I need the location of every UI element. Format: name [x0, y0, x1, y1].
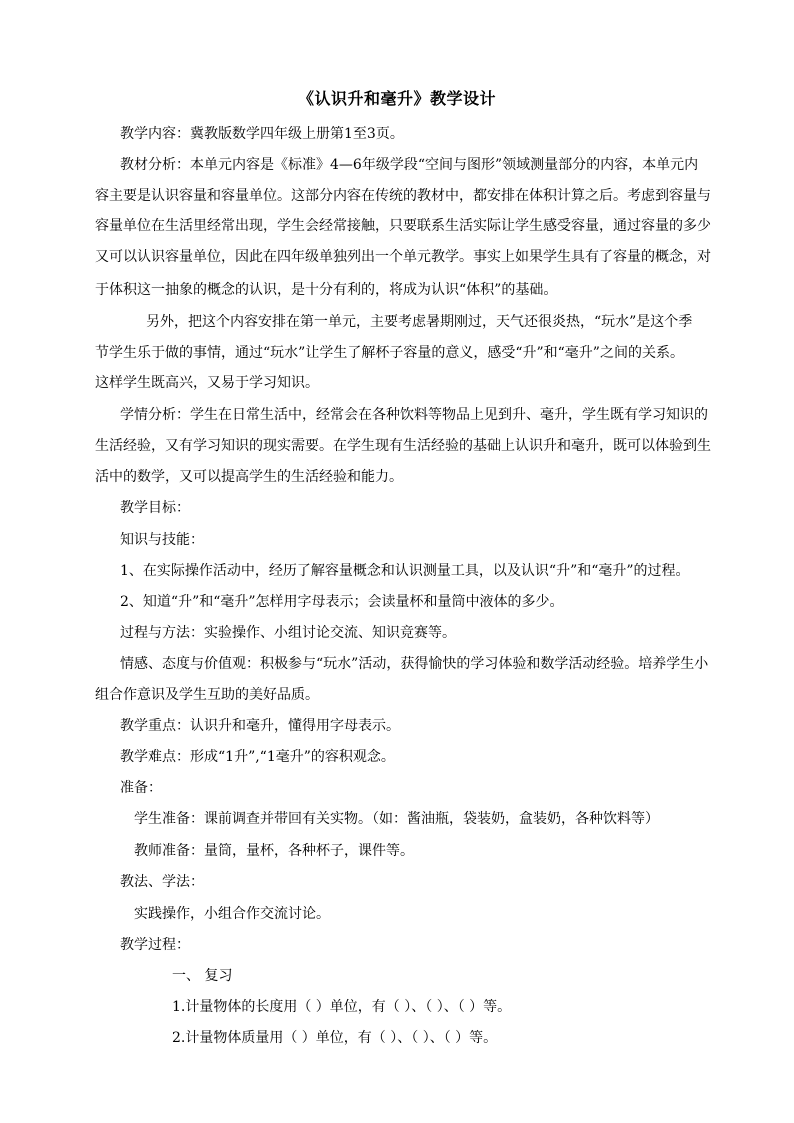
material-analysis-line-2: 容主要是认识容量和容量单位。这部分内容在传统的教材中，都安排在体积计算之后。考虑到容量与	[95, 188, 711, 204]
review-question-2: 2.计量物体质量用（ ）单位，有（ ）、（ ）、（ ）等。	[172, 1030, 498, 1046]
teaching-methods-heading: 教法、学法：	[120, 874, 204, 890]
process-methods-line: 过程与方法：实验操作、小组讨论交流、知识竞赛等。	[120, 625, 456, 641]
review-heading: 一、 复习	[172, 968, 233, 984]
review-question-1: 1.计量物体的长度用（ ）单位，有（ ）、（ ）、（ ）等。	[172, 999, 512, 1015]
document-title: 《认识升和毫升》教学设计	[297, 89, 496, 108]
teaching-methods-line: 实践操作，小组合作交流讨论。	[134, 906, 330, 922]
emotion-values-line-2: 组合作意识及学生互助的美好品质。	[95, 687, 319, 703]
learner-analysis-line-2: 生活经验，又有学习知识的现实需要。在学生现有生活经验的基础上认识升和毫升，既可以体验到生	[95, 438, 711, 454]
preparation-heading: 准备：	[120, 780, 162, 796]
additional-note-line-1: 另外，把这个内容安排在第一单元，主要考虑暑期刚过，天气还很炎热，“玩水”是这个季	[146, 314, 693, 330]
knowledge-skills-heading: 知识与技能：	[120, 532, 204, 548]
learner-analysis-line-3: 活中的数学，又可以提高学生的生活经验和能力。	[95, 469, 403, 485]
learner-analysis-line-1: 学情分析：学生在日常生活中，经常会在各种饮料等物品上见到升、毫升，学生既有学习知识的	[120, 407, 708, 423]
teaching-focus-line: 教学重点：认识升和毫升，懂得用字母表示。	[120, 718, 400, 734]
material-analysis-line-4: 又可以认识容量单位，因此在四年级单独列出一个单元教学。事实上如果学生具有了容量的概念，对	[95, 249, 711, 265]
teaching-content-line: 教学内容：冀教版数学四年级上册第1至3页。	[120, 126, 404, 142]
material-analysis-line-5: 于体积这一抽象的概念的认识，是十分有利的，将成为认识“体积”的基础。	[95, 282, 558, 298]
goal-item-1: 1、在实际操作活动中，经历了解容量概念和认识测量工具，以及认识“升”和“毫升”的过程。	[120, 563, 690, 579]
teacher-preparation-line: 教师准备：量筒，量杯，各种杯子，课件等。	[134, 843, 414, 859]
teaching-goals-heading: 教学目标：	[120, 500, 190, 516]
emotion-values-line-1: 情感、态度与价值观：积极参与“玩水”活动，获得愉快的学习体验和数学活动经验。培养学生小	[120, 656, 709, 672]
material-analysis-line-3: 容量单位在生活里经常出现，学生会经常接触，只要联系生活实际让学生感受容量，通过容量的多少	[95, 218, 711, 234]
student-preparation-line: 学生准备：课前调查并带回有关实物。（如：酱油瓶，袋装奶，盒装奶，各种饮料等）	[134, 811, 659, 827]
goal-item-2: 2、知道“升”和“毫升”怎样用字母表示；会读量杯和量筒中液体的多少。	[120, 594, 564, 610]
additional-note-line-2: 节学生乐于做的事情，通过“玩水”让学生了解杯子容量的意义，感受“升”和“毫升”之间的关系。	[95, 345, 684, 361]
teaching-difficulty-line: 教学难点：形成“1升”,“1毫升”的容积观念。	[120, 749, 395, 765]
material-analysis-line-1: 教材分析：本单元内容是《标准》4—6年级学段“空间与图形”领域测量部分的内容，本单元内	[120, 157, 699, 173]
teaching-process-heading: 教学过程：	[120, 937, 190, 953]
additional-note-line-3: 这样学生既高兴，又易于学习知识。	[95, 375, 319, 391]
